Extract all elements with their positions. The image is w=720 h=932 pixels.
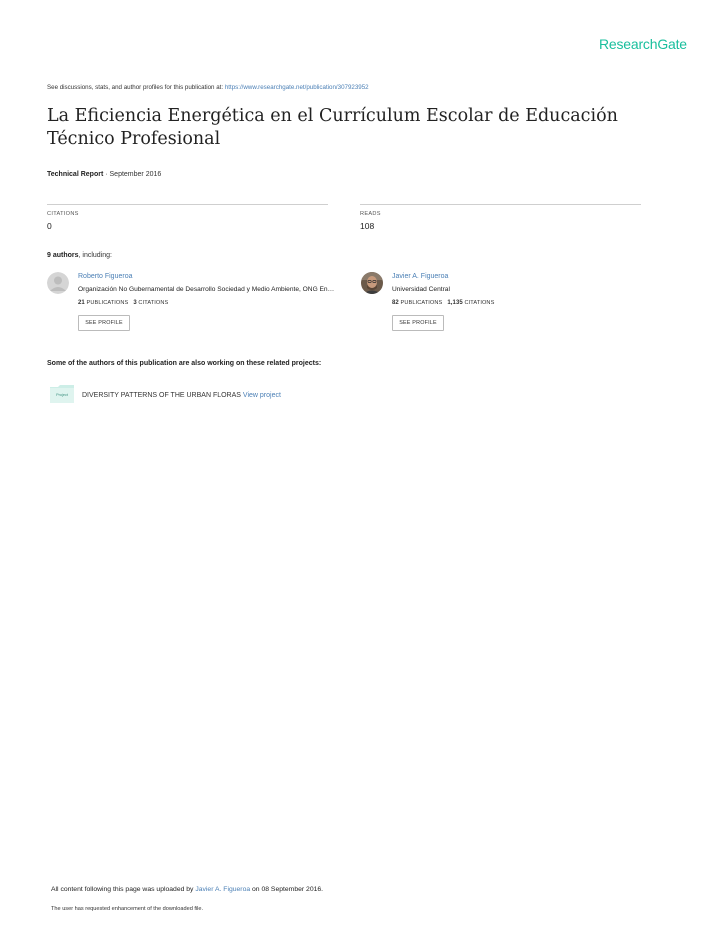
citations-count-label: CITATIONS [464, 300, 495, 306]
authors-suffix: , including: [78, 252, 112, 259]
see-profile-button[interactable]: SEE PROFILE [78, 315, 130, 331]
citations-label: CITATIONS [47, 211, 79, 217]
reads-divider [360, 204, 641, 205]
projects-heading: Some of the authors of this publication are also working on these related projects: [47, 360, 322, 367]
author-counts [392, 300, 494, 306]
publication-title: La Eficiencia Energética en el Currículum Escolar de Educación Técnico Profesional [47, 106, 618, 149]
author-affiliation: Universidad Central [392, 286, 450, 293]
publications-label: PUBLICATIONS [400, 300, 443, 306]
citations-count: 3 [133, 300, 137, 306]
reads-label: READS [360, 211, 381, 217]
see-profile-button[interactable]: SEE PROFILE [392, 315, 444, 331]
publication-url-link[interactable]: https://www.researchgate.net/publication/307923952 [224, 84, 369, 91]
authors-count: 9 authors [47, 252, 79, 259]
citations-count-label: CITATIONS [138, 300, 169, 306]
publication-date: · September 2016 [103, 171, 162, 178]
project-title: DIVERSITY PATTERNS OF THE URBAN FLORAS [82, 392, 241, 399]
default-avatar-icon[interactable] [47, 272, 69, 294]
photo-avatar-icon[interactable] [361, 272, 383, 294]
discussion-prefix: See discussions, stats, and author profiles for this publication at: [47, 84, 225, 91]
publication-type: Technical Report [47, 171, 104, 178]
enhancement-note: The user has requested enhancement of the downloaded file. [51, 906, 204, 912]
author-counts [78, 300, 168, 306]
publications-count: 21 [78, 300, 85, 306]
publication-type-line [47, 171, 161, 178]
author-affiliation: Organización No Gubernamental de Desarrollo Sociedad y Medio Ambiente, ONG En… [78, 286, 335, 293]
researchgate-logo[interactable]: ResearchGate [599, 36, 687, 52]
author-name-link[interactable]: Javier A. Figueroa [392, 273, 449, 280]
upload-prefix: All content following this page was uploaded by [51, 886, 196, 893]
author-name-link[interactable]: Roberto Figueroa [78, 273, 133, 280]
publications-label: PUBLICATIONS [86, 300, 129, 306]
upload-note [51, 886, 323, 893]
upload-date: on 08 September 2016. [250, 886, 324, 893]
reads-value: 108 [360, 221, 375, 231]
authors-heading [47, 252, 112, 259]
project-item [82, 392, 281, 399]
citations-count: 1,135 [447, 300, 463, 306]
view-project-link[interactable]: View project [242, 392, 281, 399]
citations-value: 0 [47, 221, 52, 231]
discussion-line [47, 84, 369, 91]
project-icon-label: Project [56, 393, 68, 397]
uploader-link[interactable]: Javier A. Figueroa [195, 886, 251, 893]
publications-count: 82 [392, 300, 399, 306]
project-folder-icon[interactable] [49, 384, 75, 404]
citations-divider [47, 204, 328, 205]
